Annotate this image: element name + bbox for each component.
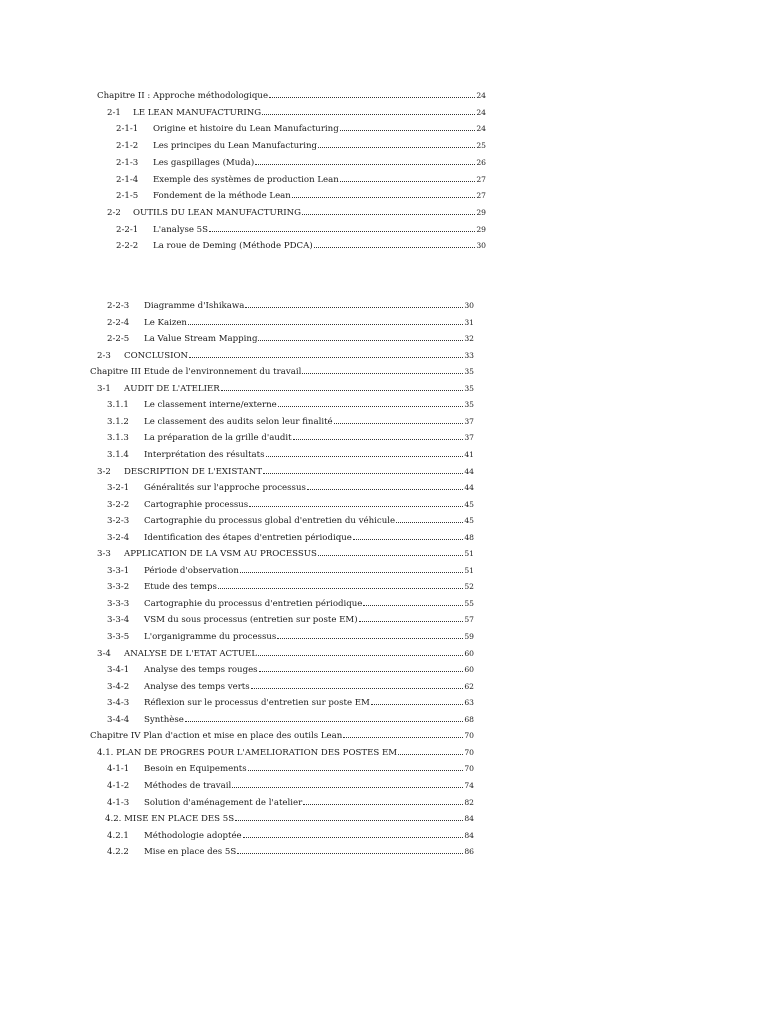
toc-dot-leader [258, 655, 463, 656]
toc-entry[interactable] [116, 188, 486, 204]
toc-entry-title: La préparation de la grille d'audit [144, 433, 292, 443]
toc-entry-page-number: 70 [464, 748, 474, 757]
toc-entry-title: LE LEAN MANUFACTURING [133, 108, 262, 118]
toc-entry-number: 3.1.4 [107, 450, 129, 460]
toc-dot-leader [318, 555, 463, 556]
toc-entry-page-number: 33 [464, 351, 474, 360]
toc-entry[interactable] [97, 646, 474, 662]
toc-entry-page-number: 60 [464, 649, 474, 658]
toc-dot-leader [314, 247, 476, 248]
toc-entry-title: Période d'observation [144, 566, 239, 576]
toc-entry-number: 4.2.2 [107, 847, 129, 857]
toc-entry-title: Réflexion sur le processus d'entretien sur poste EM [144, 698, 370, 708]
toc-entry[interactable] [107, 513, 474, 529]
toc-entry-page-number: 63 [464, 698, 474, 707]
toc-dot-leader [340, 181, 476, 182]
toc-entry-page-number: 62 [464, 682, 474, 691]
toc-entry-number: 2-1-5 [116, 191, 139, 201]
toc-dot-leader [292, 197, 475, 198]
toc-entry-title: Exemple des systèmes de production Lean [153, 175, 339, 185]
toc-entry-number: 3-4-2 [107, 682, 130, 692]
toc-entry-number: 3-3-1 [107, 566, 130, 576]
toc-entry[interactable] [107, 530, 474, 546]
toc-entry[interactable] [116, 155, 486, 171]
toc-entry-title: Chapitre III Etude de l'environnement du travail [90, 367, 302, 377]
toc-dot-leader [249, 506, 463, 507]
toc-entry-title: Etude des temps [144, 582, 217, 592]
toc-entry-page-number: 27 [476, 175, 486, 184]
toc-entry[interactable] [97, 88, 486, 104]
toc-entry-title: Cartographie du processus d'entretien périodique [144, 599, 363, 609]
toc-entry-number: 3-4-3 [107, 698, 130, 708]
toc-dot-leader [371, 704, 463, 705]
toc-dot-leader [318, 147, 475, 148]
toc-entry[interactable] [107, 105, 486, 121]
toc-dot-leader [232, 787, 463, 788]
toc-entry[interactable] [107, 712, 474, 728]
toc-entry-number: 2-1-2 [116, 141, 139, 151]
toc-entry-page-number: 24 [476, 108, 486, 117]
toc-entry-page-number: 27 [476, 191, 486, 200]
toc-dot-leader [269, 97, 475, 98]
toc-entry-number: 2-1 [107, 108, 121, 118]
toc-entry-title: CONCLUSION [124, 351, 189, 361]
toc-entry-number: 3.1.3 [107, 433, 129, 443]
toc-dot-leader [359, 621, 464, 622]
toc-entry-number: 4.2.1 [107, 831, 129, 841]
toc-entry-title: Méthodes de travail [144, 781, 232, 791]
toc-entry[interactable] [116, 172, 486, 188]
toc-entry-title: Analyse des temps rouges [144, 665, 258, 675]
toc-entry-page-number: 82 [464, 798, 474, 807]
toc-dot-leader [307, 489, 463, 490]
toc-entry[interactable] [107, 761, 474, 777]
toc-entry[interactable] [107, 828, 474, 844]
toc-entry[interactable] [116, 121, 486, 137]
toc-entry-number: 3-1 [97, 384, 111, 394]
toc-entry-page-number: 57 [464, 615, 474, 624]
toc-dot-leader [340, 130, 476, 131]
toc-entry-title: La Value Stream Mapping [144, 334, 258, 344]
toc-entry[interactable] [97, 381, 474, 397]
toc-entry[interactable] [107, 414, 474, 430]
toc-entry-number: 3-3-4 [107, 615, 130, 625]
toc-entry-page-number: 70 [464, 764, 474, 773]
toc-entry[interactable] [107, 447, 474, 463]
toc-entry[interactable] [107, 596, 474, 612]
toc-entry-title: 4.2. MISE EN PLACE DES 5S [105, 814, 235, 824]
toc-entry[interactable] [107, 695, 474, 711]
toc-entry-number: 3-3-2 [107, 582, 130, 592]
toc-entry-page-number: 24 [476, 91, 486, 100]
toc-entry-number: 3-3-3 [107, 599, 130, 609]
toc-entry-title: Méthodologie adoptée [144, 831, 242, 841]
toc-entry-number: 2-2-5 [107, 334, 130, 344]
toc-entry-title: AUDIT DE L'ATELIER [124, 384, 220, 394]
toc-entry-number: 3-3 [97, 549, 111, 559]
toc-entry-page-number: 24 [476, 124, 486, 133]
toc-dot-leader [302, 373, 463, 374]
toc-entry[interactable] [107, 430, 474, 446]
toc-entry[interactable] [107, 331, 474, 347]
toc-entry-title: Le Kaizen [144, 318, 187, 328]
toc-entry-number: 3-2-1 [107, 483, 130, 493]
toc-dot-leader [255, 164, 475, 165]
toc-entry-title: APPLICATION DE LA VSM AU PROCESSUS [124, 549, 317, 559]
toc-entry-number: 4-1-1 [107, 764, 130, 774]
toc-entry[interactable] [107, 795, 474, 811]
toc-dot-leader [302, 214, 475, 215]
toc-entry-page-number: 30 [476, 241, 486, 250]
toc-entry-page-number: 37 [464, 433, 474, 442]
toc-entry[interactable] [107, 612, 474, 628]
toc-entry[interactable] [107, 480, 474, 496]
toc-entry-title: Diagramme d'Ishikawa [144, 301, 245, 311]
toc-entry-number: 3.1.1 [107, 400, 129, 410]
toc-dot-leader [209, 231, 475, 232]
toc-entry[interactable] [90, 728, 474, 744]
toc-entry-number: 3-2 [97, 467, 111, 477]
toc-entry[interactable] [107, 563, 474, 579]
toc-entry-title: Chapitre II : Approche méthodologique [97, 91, 269, 101]
toc-dot-leader [243, 837, 464, 838]
toc-dot-leader [248, 770, 464, 771]
toc-entry-page-number: 45 [464, 516, 474, 525]
toc-dot-leader [343, 737, 463, 738]
toc-entry-page-number: 84 [464, 831, 474, 840]
toc-entry-title: Cartographie du processus global d'entretien du véhicule [144, 516, 396, 526]
toc-dot-leader [185, 721, 463, 722]
toc-entry[interactable] [107, 298, 474, 314]
toc-entry[interactable] [97, 745, 474, 761]
toc-entry-title: Les gaspillages (Muda) [153, 158, 255, 168]
toc-entry-title: OUTILS DU LEAN MANUFACTURING [133, 208, 302, 218]
toc-dot-leader [363, 605, 463, 606]
toc-entry-page-number: 32 [464, 334, 474, 343]
toc-dot-leader [237, 853, 463, 854]
toc-entry-number: 3-4-1 [107, 665, 130, 675]
toc-entry[interactable] [107, 778, 474, 794]
toc-entry-title: L'organigramme du processus [144, 632, 277, 642]
toc-entry[interactable] [107, 844, 474, 860]
toc-entry-page-number: 44 [464, 467, 474, 476]
toc-entry-title: L'analyse 5S [153, 225, 209, 235]
toc-entry-number: 2-2-1 [116, 225, 139, 235]
toc-entry[interactable] [107, 579, 474, 595]
toc-entry-number: 3-2-4 [107, 533, 130, 543]
toc-entry-title: Chapitre IV Plan d'action et mise en place des outils Lean [90, 731, 343, 741]
toc-entry[interactable] [107, 497, 474, 513]
toc-entry-page-number: 51 [464, 566, 474, 575]
toc-entry-page-number: 44 [464, 483, 474, 492]
toc-entry[interactable] [90, 364, 474, 380]
toc-dot-leader [218, 588, 463, 589]
toc-entry-title: DESCRIPTION DE L'EXISTANT [124, 467, 263, 477]
toc-entry-title: 4.1. PLAN DE PROGRES POUR L'AMELIORATION DES POSTES EM [97, 748, 398, 758]
toc-entry-page-number: 35 [464, 384, 474, 393]
toc-dot-leader [334, 423, 464, 424]
toc-entry[interactable] [107, 679, 474, 695]
toc-entry-page-number: 41 [464, 450, 474, 459]
toc-entry-number: 2-2-3 [107, 301, 130, 311]
toc-entry-page-number: 84 [464, 814, 474, 823]
toc-entry-title: Les principes du Lean Manufacturing [153, 141, 318, 151]
toc-entry-page-number: 55 [464, 599, 474, 608]
toc-entry-title: Fondement de la méthode Lean [153, 191, 291, 201]
toc-entry-number: 2-1-1 [116, 124, 139, 134]
toc-entry-page-number: 31 [464, 318, 474, 327]
toc-entry-page-number: 70 [464, 731, 474, 740]
toc-entry-page-number: 59 [464, 632, 474, 641]
toc-dot-leader [258, 340, 463, 341]
toc-entry-number: 3.1.2 [107, 417, 129, 427]
toc-dot-leader [396, 522, 463, 523]
toc-entry-number: 4-1-3 [107, 798, 130, 808]
toc-entry-title: Le classement interne/externe [144, 400, 277, 410]
toc-entry[interactable] [107, 315, 474, 331]
toc-entry[interactable] [97, 348, 474, 364]
toc-entry-title: La roue de Deming (Méthode PDCA) [153, 241, 313, 251]
toc-dot-leader [398, 754, 463, 755]
toc-entry-title: Solution d'aménagement de l'atelier [144, 798, 303, 808]
toc-dot-leader [251, 688, 464, 689]
toc-dot-leader [278, 406, 464, 407]
toc-dot-leader [263, 473, 463, 474]
toc-entry-page-number: 29 [476, 208, 486, 217]
toc-dot-leader [293, 439, 464, 440]
toc-entry-title: Cartographie processus [144, 500, 249, 510]
toc-dot-leader [245, 307, 463, 308]
toc-entry-number: 3-4 [97, 649, 111, 659]
toc-dot-leader [235, 820, 463, 821]
toc-dot-leader [189, 357, 463, 358]
toc-entry[interactable] [116, 138, 486, 154]
toc-entry-title: Besoin en Equipements [144, 764, 247, 774]
toc-entry-title: Identification des étapes d'entretien périodique [144, 533, 352, 543]
toc-entry-page-number: 37 [464, 417, 474, 426]
toc-entry[interactable] [97, 464, 474, 480]
toc-entry-title: Mise en place des 5S [144, 847, 237, 857]
toc-entry[interactable] [107, 205, 486, 221]
toc-entry-number: 2-2-2 [116, 241, 139, 251]
toc-entry-page-number: 48 [464, 533, 474, 542]
toc-entry-number: 2-2 [107, 208, 121, 218]
toc-dot-leader [262, 114, 475, 115]
toc-entry-page-number: 45 [464, 500, 474, 509]
toc-entry-page-number: 86 [464, 847, 474, 856]
toc-entry-title: Analyse des temps verts [144, 682, 250, 692]
toc-entry-number: 2-2-4 [107, 318, 130, 328]
toc-entry-title: Le classement des audits selon leur finalité [144, 417, 333, 427]
toc-entry-number: 3-2-2 [107, 500, 130, 510]
toc-entry-page-number: 51 [464, 549, 474, 558]
toc-entry[interactable] [105, 811, 474, 827]
toc-entry-title: ANALYSE DE L'ETAT ACTUEL [124, 649, 258, 659]
toc-entry-page-number: 52 [464, 582, 474, 591]
toc-entry-page-number: 26 [476, 158, 486, 167]
toc-entry[interactable] [116, 238, 486, 254]
toc-entry-title: Origine et histoire du Lean Manufacturing [153, 124, 339, 134]
toc-entry-page-number: 25 [476, 141, 486, 150]
toc-entry[interactable] [107, 397, 474, 413]
toc-entry-page-number: 60 [464, 665, 474, 674]
toc-dot-leader [277, 638, 463, 639]
toc-dot-leader [259, 671, 464, 672]
toc-entry[interactable] [116, 222, 486, 238]
toc-entry-number: 3-3-5 [107, 632, 130, 642]
toc-entry-number: 2-1-4 [116, 175, 139, 185]
toc-dot-leader [303, 804, 463, 805]
toc-entry-page-number: 35 [464, 367, 474, 376]
toc-entry-title: Interprétation des résultats [144, 450, 265, 460]
toc-entry-title: Synthèse [144, 715, 184, 725]
toc-entry-page-number: 29 [476, 225, 486, 234]
toc-entry-page-number: 35 [464, 400, 474, 409]
toc-dot-leader [353, 539, 464, 540]
toc-dot-leader [221, 390, 464, 391]
toc-entry-number: 3-2-3 [107, 516, 130, 526]
toc-entry-page-number: 30 [464, 301, 474, 310]
toc-entry-title: VSM du sous processus (entretien sur poste EM) [144, 615, 358, 625]
toc-entry-title: Généralités sur l'approche processus [144, 483, 306, 493]
toc-entry-number: 2-1-3 [116, 158, 139, 168]
toc-entry[interactable] [97, 546, 474, 562]
toc-entry-number: 4-1-2 [107, 781, 130, 791]
toc-dot-leader [266, 456, 464, 457]
toc-entry-page-number: 74 [464, 781, 474, 790]
toc-entry-number: 2-3 [97, 351, 111, 361]
toc-dot-leader [240, 572, 463, 573]
toc-entry[interactable] [107, 662, 474, 678]
toc-dot-leader [188, 324, 463, 325]
toc-entry-page-number: 68 [464, 715, 474, 724]
toc-entry[interactable] [107, 629, 474, 645]
toc-entry-number: 3-4-4 [107, 715, 130, 725]
